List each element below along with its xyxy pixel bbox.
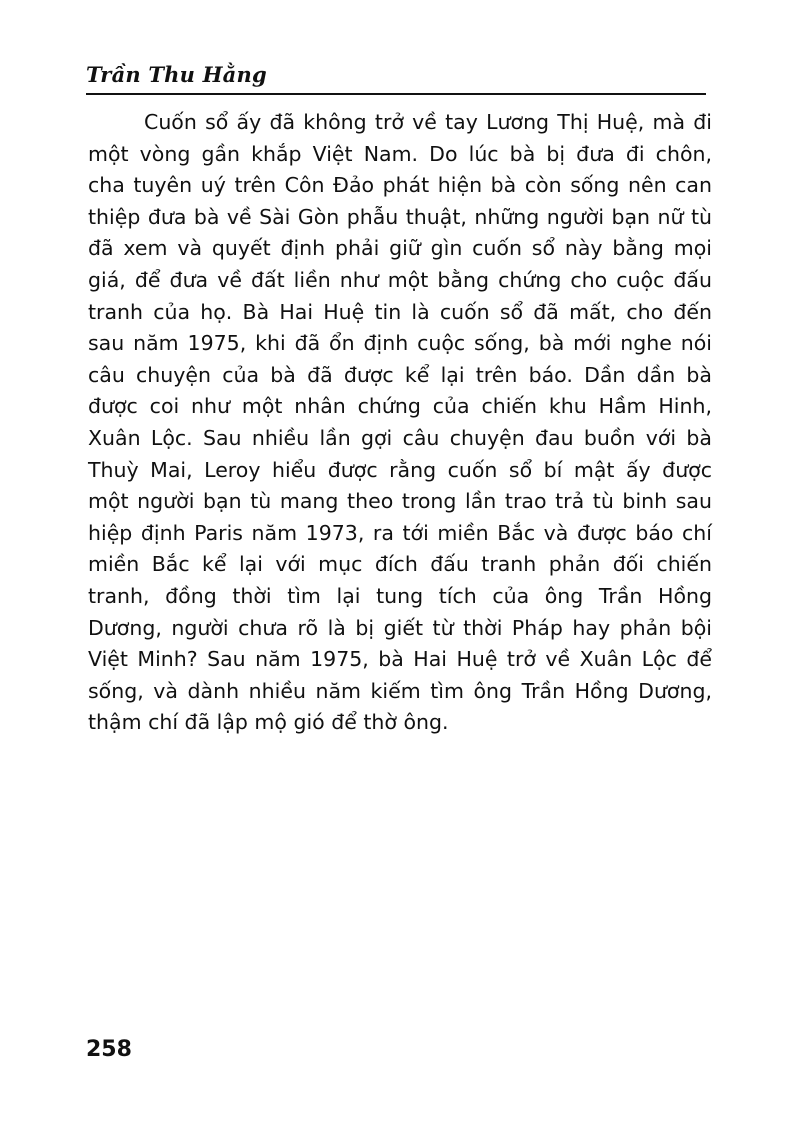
- page-number: 258: [86, 1037, 132, 1062]
- text-line: sau năm 1975, khi đã ổn định cuộc sống, bà mới nghe nói: [88, 331, 712, 356]
- running-header-author: Trần Thu Hằng: [86, 62, 267, 87]
- text-line: đã xem và quyết định phải giữ gìn cuốn sổ này bằng mọi: [88, 236, 712, 261]
- text-line: cha tuyên uý trên Côn Đảo phát hiện bà còn sống nên can: [88, 173, 712, 198]
- text-line: miền Bắc kể lại với mục đích đấu tranh phản đối chiến: [88, 552, 712, 577]
- text-line: được coi như một nhân chứng của chiến khu Hầm Hinh,: [88, 394, 712, 419]
- text-line: Cuốn sổ ấy đã không trở về tay Lương Thị Huệ, mà đi: [144, 110, 712, 134]
- text-line: hiệp định Paris năm 1973, ra tới miền Bắc và được báo chí: [88, 520, 712, 545]
- text-line: Xuân Lộc. Sau nhiều lần gợi câu chuyện đau buồn với bà: [88, 425, 712, 450]
- text-line: Việt Minh? Sau năm 1975, bà Hai Huệ trở về Xuân Lộc để: [88, 647, 712, 672]
- text-line: tranh, đồng thời tìm lại tung tích của ông Trần Hồng: [88, 583, 712, 608]
- text-line: Dương, người chưa rõ là bị giết từ thời Pháp hay phản bội: [88, 615, 712, 640]
- text-line: câu chuyện của bà đã được kể lại trên báo. Dần dần bà: [88, 362, 712, 387]
- text-line: Thuỳ Mai, Leroy hiểu được rằng cuốn sổ bí mật ấy được: [88, 457, 712, 482]
- text-line: một vòng gần khắp Việt Nam. Do lúc bà bị đưa đi chôn,: [88, 141, 712, 166]
- text-line: thậm chí đã lập mộ gió để thờ ông.: [88, 710, 449, 735]
- text-line: thiệp đưa bà về Sài Gòn phẫu thuật, những người bạn nữ tù: [88, 204, 712, 229]
- text-line: một người bạn tù mang theo trong lần trao trả tù binh sau: [88, 489, 712, 514]
- body-paragraph: [88, 107, 712, 739]
- text-line: tranh của họ. Bà Hai Huệ tin là cuốn sổ đã mất, cho đến: [88, 299, 712, 324]
- text-line: giá, để đưa về đất liền như một bằng chứng cho cuộc đấu: [88, 267, 712, 292]
- text-line: sống, và dành nhiều năm kiếm tìm ông Trần Hồng Dương,: [88, 678, 712, 703]
- header-rule: [86, 93, 706, 95]
